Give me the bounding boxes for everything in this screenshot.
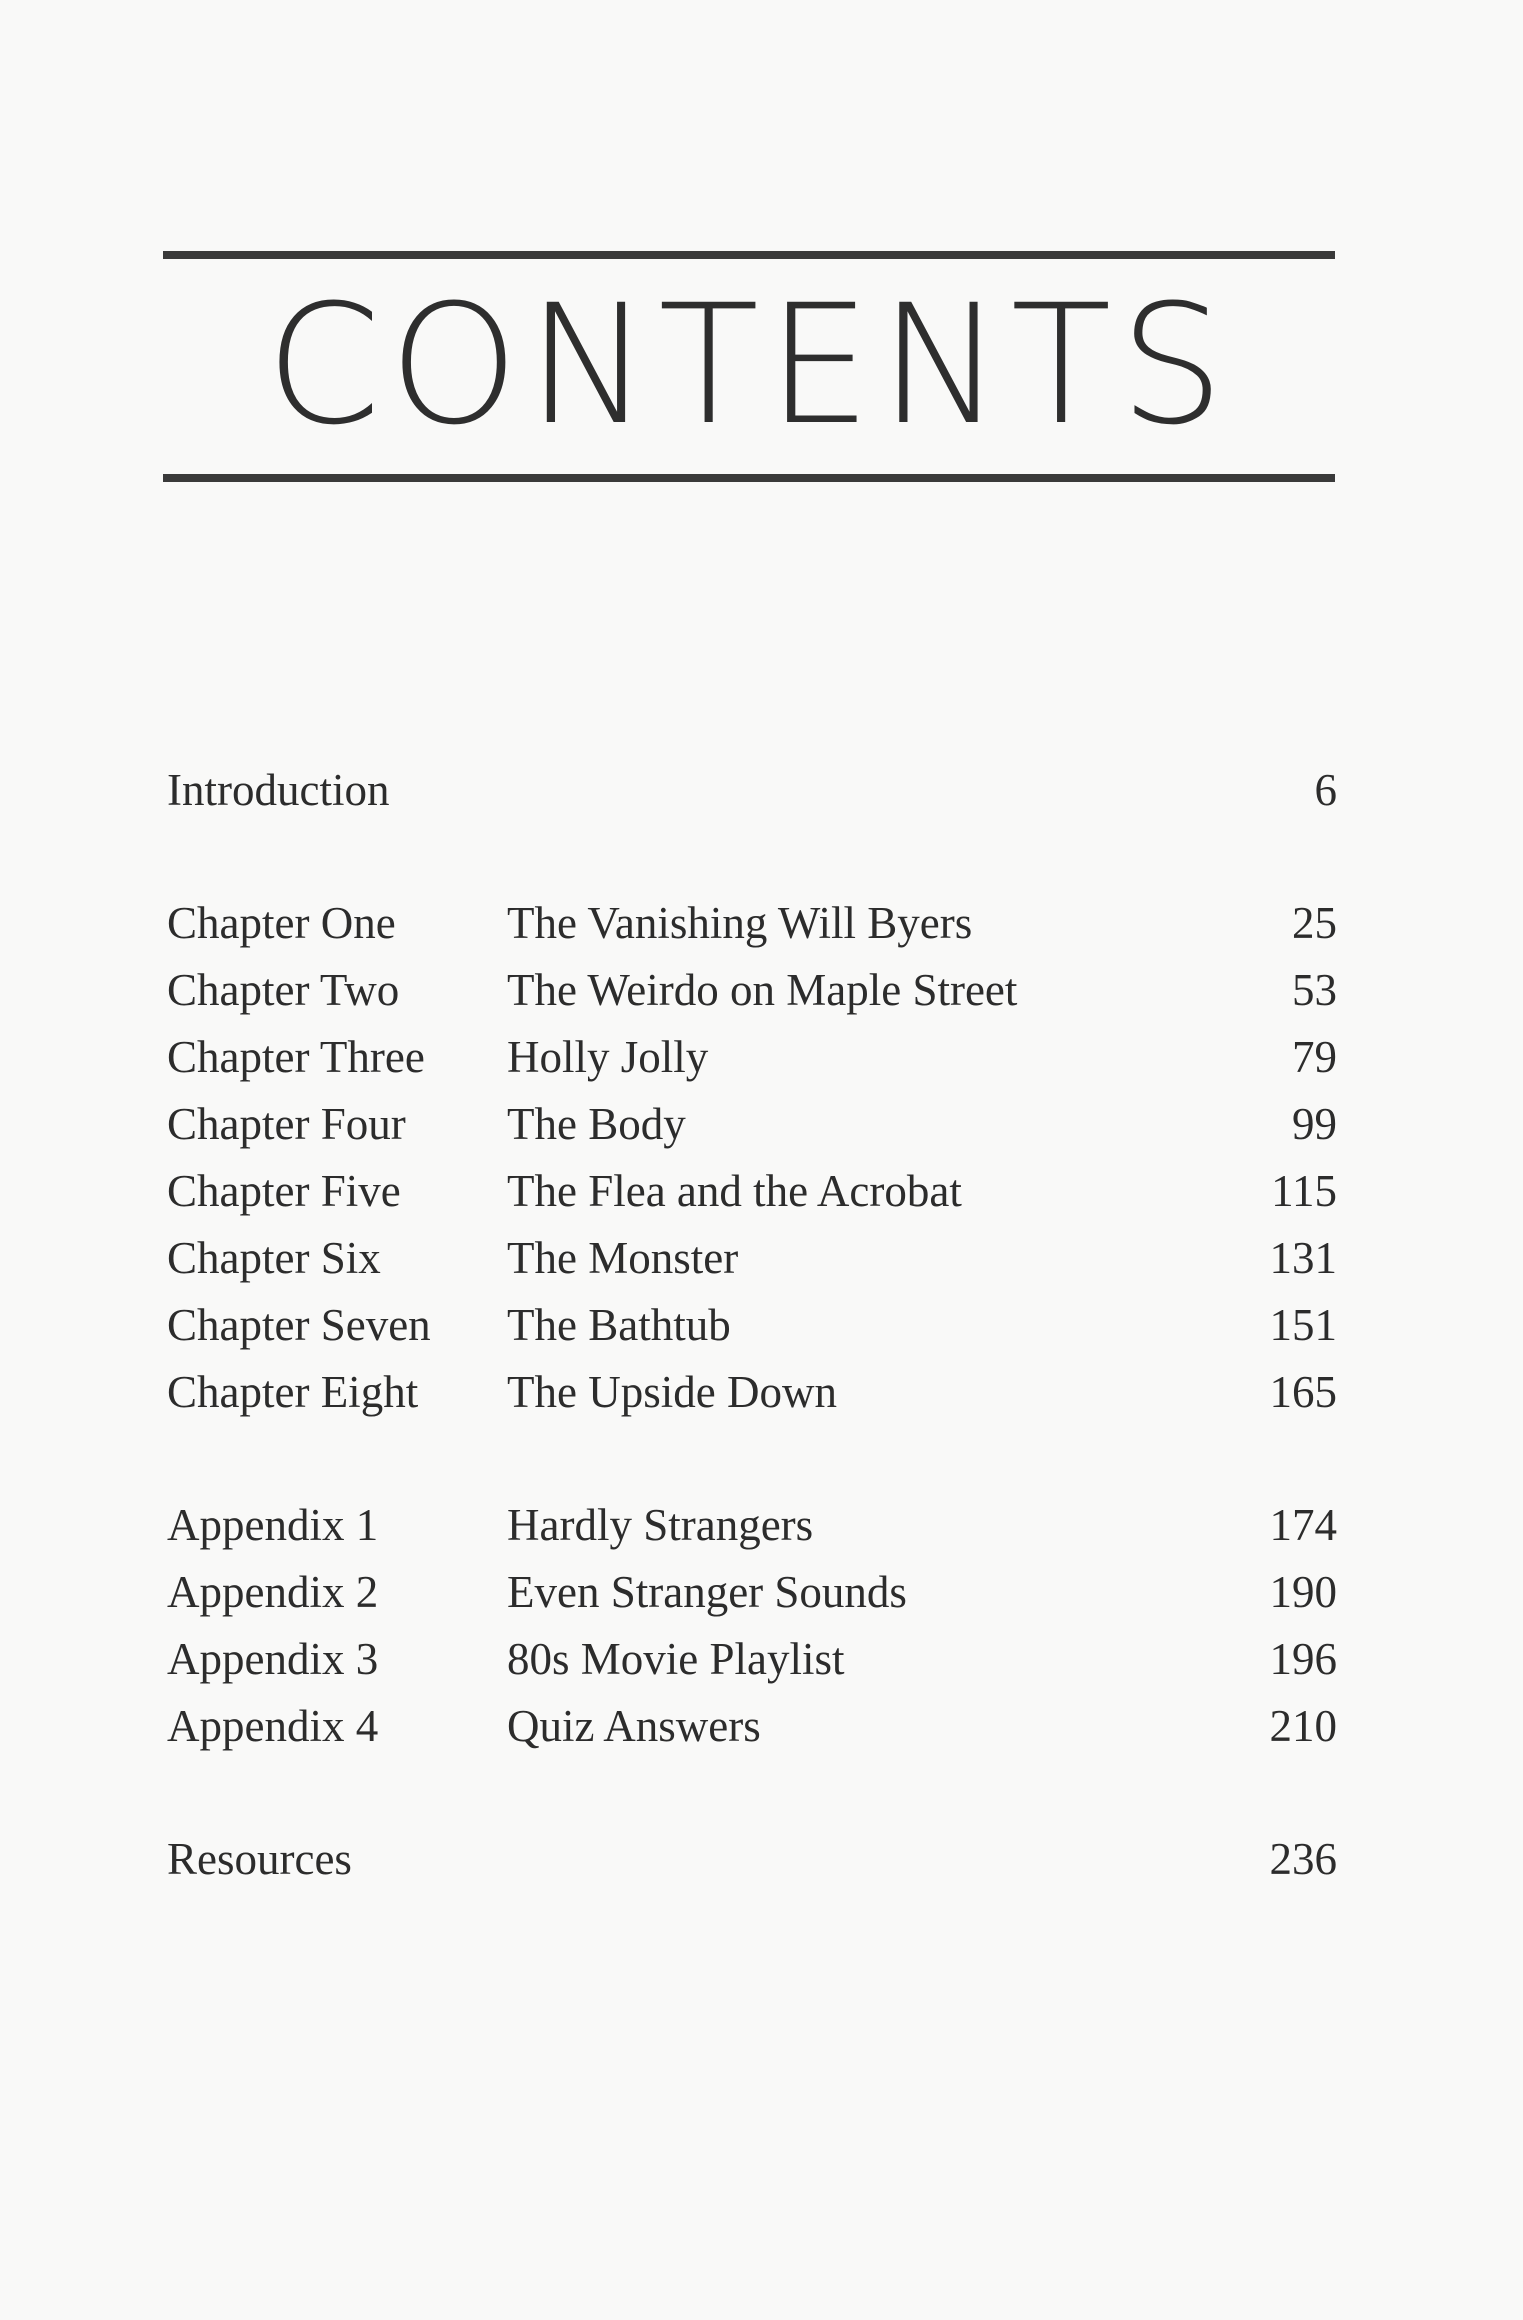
entry-label: Chapter One: [167, 898, 396, 948]
entry-label: Introduction: [167, 765, 390, 815]
entry-label: Chapter Five: [167, 1166, 401, 1216]
entry-label: Chapter Six: [167, 1233, 381, 1283]
toc-entry-chapter-six: [0, 1226, 1523, 1290]
entry-page-number: 25: [1292, 898, 1337, 948]
entry-title: 80s Movie Playlist: [507, 1634, 845, 1684]
entry-page-number: 131: [1269, 1233, 1337, 1283]
entry-page-number: 174: [1269, 1500, 1337, 1550]
entry-page-number: 79: [1292, 1032, 1337, 1082]
toc-entry-chapter-two: [0, 958, 1523, 1022]
toc-entry-chapter-seven: [0, 1293, 1523, 1357]
entry-page-number: 6: [1314, 765, 1337, 815]
entry-page-number: 165: [1269, 1367, 1337, 1417]
entry-title: Hardly Strangers: [507, 1500, 814, 1550]
bottom-rule: [163, 474, 1335, 482]
entry-page-number: 53: [1292, 965, 1337, 1015]
entry-title: Holly Jolly: [507, 1032, 709, 1082]
entry-label: Appendix 2: [167, 1567, 379, 1617]
top-rule: [163, 251, 1335, 259]
toc-entry-chapter-four: [0, 1092, 1523, 1156]
entry-title: The Flea and the Acrobat: [507, 1166, 962, 1216]
page-title: CONTENTS: [265, 269, 1233, 461]
entry-title: Quiz Answers: [507, 1701, 761, 1751]
entry-page-number: 190: [1269, 1567, 1337, 1617]
toc-entry-appendix-4: [0, 1694, 1523, 1758]
entry-label: Chapter Seven: [167, 1300, 431, 1350]
entry-page-number: 236: [1269, 1834, 1337, 1884]
entry-label: Chapter Eight: [167, 1367, 419, 1417]
toc-entry-chapter-one: [0, 891, 1523, 955]
toc-entry-appendix-2: [0, 1560, 1523, 1624]
entry-page-number: 210: [1269, 1701, 1337, 1751]
entry-page-number: 115: [1271, 1166, 1337, 1216]
entry-title: The Weirdo on Maple Street: [507, 965, 1018, 1015]
toc-entry-resources: [0, 1827, 1523, 1891]
entry-title: The Upside Down: [507, 1367, 837, 1417]
entry-title: The Vanishing Will Byers: [507, 898, 973, 948]
entry-label: Appendix 3: [167, 1634, 379, 1684]
entry-page-number: 99: [1292, 1099, 1337, 1149]
toc-entry-appendix-3: [0, 1627, 1523, 1691]
entry-label: Appendix 1: [167, 1500, 379, 1550]
entry-label: Appendix 4: [167, 1701, 379, 1751]
entry-label: Chapter Two: [167, 965, 400, 1015]
toc-entry-chapter-eight: [0, 1360, 1523, 1424]
entry-title: The Bathtub: [507, 1300, 731, 1350]
toc-entry-chapter-three: [0, 1025, 1523, 1089]
entry-title: Even Stranger Sounds: [507, 1567, 907, 1617]
entry-label: Chapter Three: [167, 1032, 425, 1082]
entry-label: Chapter Four: [167, 1099, 406, 1149]
toc-entry-chapter-five: [0, 1159, 1523, 1223]
entry-label: Resources: [167, 1834, 352, 1884]
entry-page-number: 196: [1269, 1634, 1337, 1684]
entry-page-number: 151: [1269, 1300, 1337, 1350]
entry-title: The Body: [507, 1099, 686, 1149]
toc-entry-appendix-1: [0, 1493, 1523, 1557]
toc-entry-introduction: [0, 758, 1523, 822]
entry-title: The Monster: [507, 1233, 739, 1283]
